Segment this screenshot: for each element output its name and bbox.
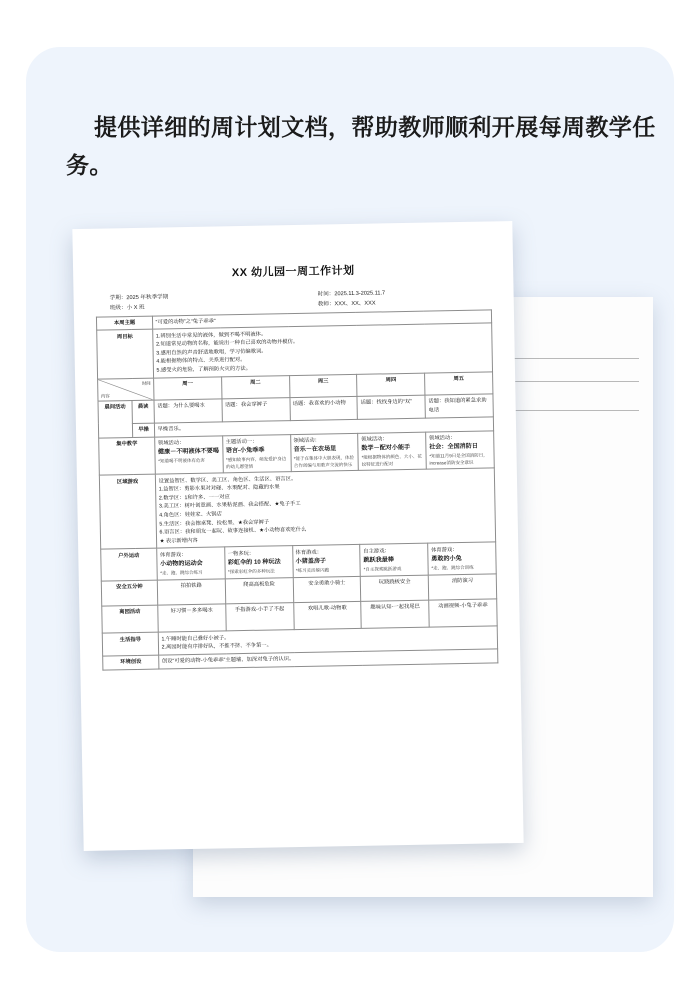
- leaving-cell: 好习惯－多多喝水: [158, 604, 226, 633]
- teaching-title: 音乐－在农场里: [293, 445, 337, 454]
- outdoor-kind: 体育游戏：: [295, 549, 323, 556]
- corner-header-cell: [98, 378, 154, 401]
- outdoor-title: 彩虹伞的 10 种玩法: [227, 558, 281, 567]
- zone-item: 5.生活区：我会擦桌凳、捡松果、★我会穿裤子: [159, 519, 270, 528]
- document-body: [95, 259, 498, 670]
- goal-item: 2.知道常见动物的名称，能说出一种自己喜欢的动物并模仿。: [156, 339, 299, 348]
- zone-item: 4.角色区：娃娃家、火锅店: [159, 511, 222, 519]
- safety-cell: 安全勇敢小骑士: [293, 576, 361, 603]
- safety-cell: 玩跷跷板安全: [361, 575, 429, 602]
- safety-cell: 拍拍铁路: [157, 578, 225, 605]
- outdoor-title: 勇敢的小兔: [431, 555, 462, 563]
- table-row-zones: [99, 468, 495, 549]
- zones-label: 区域游戏: [99, 475, 156, 550]
- teaching-cell: [222, 434, 290, 473]
- teaching-title: 健康－不明液体不要喝: [157, 447, 220, 456]
- outdoor-note: *自主探索跳跃游戏: [363, 565, 402, 572]
- outdoor-kind: 体育游戏：: [159, 551, 187, 559]
- teaching-cell: [290, 433, 358, 472]
- environment-cell: 创设“可爱的动物-小兔乖乖”主题墙，加深对兔子的认识。: [159, 649, 498, 669]
- morning-reading-cell: 话题：我喜欢的小动物: [290, 396, 358, 420]
- theme-label: 本周主题: [96, 316, 152, 331]
- morning-sub-reading: 晨读: [132, 400, 154, 423]
- teaching-note: *知道喝不明液体有危害: [158, 457, 205, 464]
- safety-cell: 爬高高板危险: [225, 577, 293, 604]
- corner-top-right-label: 时间: [141, 380, 151, 386]
- morning-exercise-cell: 早操音乐。: [154, 417, 493, 437]
- teaching-kind: 领域活动：: [361, 436, 388, 443]
- life-guide-label: 生活指导: [102, 632, 158, 656]
- goal-item: 3.感用自然的声音舒适地歌唱，学习仿编歌词。: [156, 348, 267, 357]
- leaving-cell: 趣味认知-一起找尾巴: [361, 600, 429, 629]
- outdoor-cell: [292, 545, 360, 577]
- zone-item: 1.益智区：剪影水果对对碰、水果配对、隐藏的水果: [158, 484, 280, 493]
- goal-item: 1.辨别生活中常见的液体，做到不喝不明液体。: [155, 331, 267, 340]
- teaching-kind: 领域活动：: [428, 434, 456, 442]
- outdoor-cell: [157, 547, 225, 579]
- goals-label: 周目标: [97, 330, 154, 379]
- outdoor-note: *走、跑、跳综合训练: [431, 564, 474, 571]
- outdoor-note: *探索彩虹伞的多种玩法: [227, 568, 275, 574]
- morning-reading-cell: 话题：我会穿裤子: [222, 398, 290, 422]
- life-guide-item: 1.午睡时能自己叠好小被子。: [161, 634, 230, 643]
- teaching-title: 社会：全国消防日: [429, 443, 478, 451]
- leaving-label: 离园活动: [102, 605, 158, 633]
- day-header: 周二: [221, 375, 289, 399]
- teaching-title: 数学－配对小能手: [361, 444, 411, 453]
- teaching-note: *能于在集体中大胆表现，体验合作创编与用歌声交流的快乐: [293, 454, 355, 468]
- outdoor-cell: [428, 542, 496, 574]
- outdoor-note: *练习灵活躲闪跑: [295, 567, 330, 573]
- class-label: 班级：小 X 班: [109, 304, 145, 311]
- zones-cell: [155, 468, 495, 548]
- teaching-cell: [155, 435, 223, 474]
- teaching-title: 语言-小兔乖乖: [225, 446, 265, 455]
- morning-reading-cell: 话题：找找身边的“双”: [357, 395, 425, 419]
- morning-sub-exercise: 早操: [132, 423, 154, 437]
- day-header: 周四: [357, 373, 425, 397]
- safety-label: 安全五分钟: [101, 580, 157, 606]
- weekly-plan-table: [96, 309, 498, 671]
- teacher-label: 教师：XXX、XX、XXX: [317, 300, 376, 308]
- teaching-note: *知道11月9日是全国消防日，increase消防安全意识: [429, 452, 488, 466]
- zones-intro: 设置益智区、数学区、美工区、角色区、生活区、语言区。: [158, 475, 297, 485]
- table-row-goals: [97, 323, 493, 378]
- weekly-plan-page[interactable]: [72, 221, 523, 851]
- term-label: 学期：2025 年秋季学期: [109, 294, 169, 302]
- environment-label: 环境创设: [103, 655, 159, 670]
- teaching-cell: [426, 430, 494, 469]
- day-header: 周一: [154, 377, 222, 401]
- zones-legend: ★ 表示新增内容: [159, 537, 198, 545]
- zone-item: 2.数学区：1和许多、一一对应: [158, 494, 230, 502]
- goal-item: 4.能根据物体的特点、关系进行配对。: [156, 357, 246, 365]
- outdoor-title: 跳跃我最棒: [363, 556, 394, 565]
- outdoor-title: 小猪盖房子: [295, 557, 327, 566]
- outdoor-label: 户外运动: [101, 549, 158, 581]
- teaching-kind: 领域活动：: [293, 437, 320, 444]
- leaving-cell: 手指游戏-小手了不起: [226, 603, 294, 632]
- outdoor-cell: [224, 546, 292, 578]
- teaching-cell: [358, 432, 426, 471]
- outdoor-kind: 体育游戏：: [431, 546, 458, 554]
- goal-item: 5.感受火的危险，了解预防火灾的方法。: [156, 365, 252, 374]
- headline-text: 提供详细的周计划文档，帮助教师顺利开展每周教学任务。: [66, 114, 656, 178]
- day-header: 周五: [425, 372, 493, 396]
- leaving-cell: 动画视频-小兔子乖乖: [429, 599, 497, 628]
- teaching-note: *感知故事内容，萌发爱护身边的幼儿愿望情: [225, 455, 287, 469]
- goals-cell: [153, 323, 493, 377]
- morning-label: 晨间活动: [98, 401, 133, 438]
- safety-cell: 消防演习: [428, 573, 496, 600]
- outdoor-kind: 自主游戏：: [363, 547, 390, 555]
- life-guide-item: 2.离园时能有序排好队，不推不挤、不争第一。: [161, 642, 273, 651]
- morning-reading-cell: 话题：为什么要喝水: [154, 399, 222, 423]
- zone-item: 3.美工区：树叶创意画、水果粘泥画、我会搭配、★兔子手工: [158, 501, 301, 510]
- teaching-kind: 领域活动：: [157, 439, 185, 447]
- leaving-cell: 欢唱儿歌-动物歌: [293, 601, 361, 630]
- zone-item: 6.语言区：我和朋友一起玩、故事连接机、★小动物喜欢吃什么: [159, 526, 307, 536]
- corner-bottom-left-label: 内容: [100, 393, 110, 399]
- document-title: XX 幼儿园一周工作计划: [231, 264, 355, 280]
- theme-value: “可爱的动物”之“兔子乖乖”: [152, 309, 491, 329]
- outdoor-kind: 一物多玩：: [227, 550, 255, 557]
- outdoor-title: 小动物的运动会: [160, 559, 203, 568]
- teaching-note: *能根据物体的颜色、大小、花纹特征进行配对: [361, 453, 422, 467]
- day-header: 周三: [289, 374, 357, 398]
- outdoor-cell: [360, 544, 428, 576]
- outdoor-note: *走、跑、跳综合练习: [160, 569, 203, 576]
- date-label: 时间：2025.11.3-2025.11.7: [317, 290, 386, 298]
- morning-reading-cell: 话题：我知道的紧急求助电话: [425, 394, 493, 418]
- teaching-kind: 主题活动一：: [225, 438, 258, 446]
- teaching-label: 集中教学: [99, 437, 156, 476]
